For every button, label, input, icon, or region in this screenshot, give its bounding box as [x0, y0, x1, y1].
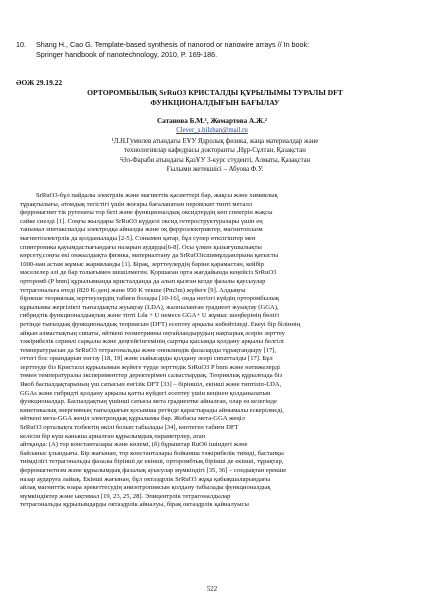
body-line: тұрақтылығы, атомдық тегістігі үшін жоғары бағаланатын перовскит типті металл [20, 200, 253, 208]
body-line: оттегі бос орындарын енгізу [18, 19] және сыйысарды қолдану әсері сипатталды [17]. Бұл [20, 355, 273, 363]
body-line: SrRuO3-бұл пайдалы электрлік және магниттік қасиеттері бар, жақсы және химиялық [36, 192, 278, 199]
body-line: байланыс ұзындығы. Бір жағынан, тор константалары бойынша тәжірибелік тиімді, бастапқы [20, 449, 284, 457]
body-line: тәжірибелік сериялі сарқалы және деңгейгінгемінің сыртқы қысымда қолдану арқылы белгілі [20, 338, 284, 346]
reference-line: Springer handbook of nanotechnology, 2010, P. 169-186. [36, 50, 218, 59]
reference-number: 10. [16, 40, 26, 49]
authors: Сатанова Б.М.¹, Жомартова А.Ж.² [156, 117, 268, 125]
body-line: ферромагнетизм және құрылымдық фазалық ауысулар мүмкіндігі [35, 36] – сондықтан ерекше [20, 467, 287, 474]
title-line: ФУНКЦИОНАЛДЫҒЫН БАҒЫЛАУ [150, 98, 280, 107]
udk-code: ӘОЖ 29.19.22 [16, 78, 63, 87]
body-line: SrRuO3 орталықта тізбектің өкілі болып табылады [34], көптеген табиғи DFT [20, 424, 239, 432]
body-line: температурасын да SrRuO3 тетрагональды және оноклиндік фазаларды тұрақтандыру [17], [20, 346, 277, 354]
body-line: ретінде тығыздық функционалдық теориясын (DFT) есептеу арқылы көбейтіледі. Екеуі бір біліннің [20, 320, 301, 328]
body-line: тетрагональға өтеді (820 K-ден) және 950 K текше (Pm3m) жүйеге [9]. Алдыңғы [20, 286, 246, 294]
body-line: танымал эпитаксиалды электродқа айналды және оқ ферроэлектриктер, магнитоплазм [20, 226, 263, 234]
body-line: тетрагональды құрылымдарды октаэдрлік айналуы, бірақ октаэдрлік қайналуысы [20, 501, 249, 509]
body-line: ферромагнит тік рутенаты тор беті және функционалдық оксидтердің көп спектрін жақсы [20, 209, 273, 217]
reference-entry [16, 40, 412, 60]
affiliation-line: технологиялар кафедрасы докторанты ,Нұр-Сұлтан, Қазақстан [124, 147, 306, 155]
body-line: келісім бір күш каныша арналған құрылымдық параметрлер, атап [20, 432, 206, 440]
affiliations [60, 137, 370, 175]
body-line: сәйке сиелді [1]. Соңғы жылдары SrRuO3 күрделі оксид гетероструктуралары үшін ең [20, 217, 263, 225]
body-line: өйткені мета-GGA жеңіл электрондық құрылымы бар. Жобасы мета-GGA жеңіл [20, 415, 245, 423]
body-line: тиімділігі тетрагональды фазалы бірінші де екінші, орторомбтық бірінші де екінші, тұрақтар, [20, 458, 284, 466]
body-line: Якоб баспалдақтарының үш сатысын енгізік DFT [33] – біріншіл, екінші және типтізіп-LDA, [20, 381, 282, 389]
body-line: спинтроника қауымдастығындағы назарын аударды[6-8]. Осы үлкен қызығушылықты [20, 243, 262, 251]
body-line: зерттеуде біз Кристалл құрылымын жүйеге түрде зерттедік SrRuO3 P bnm және нәтижелерді [20, 363, 280, 371]
body-line: 1000-нан астам жұмыс жарияланды [1]. Бірақ, зерттеулердің бәріне қарамастан, кейбір [20, 260, 265, 268]
author-email-link[interactable]: Clever_s.bilzhan@mail.ru [176, 127, 248, 134]
affiliation-line: ¹Л.Н.Гумилев атындағы ЕҰУ Ядролық физика, жаңа материалдар және [111, 138, 319, 145]
body-line: бірнеше теориялық зерттеулердің табиғи болады [10-16], онда негізгі күйдің орторомбылық [20, 295, 280, 303]
body-line: магнитоэлектрлік да қолданылады [2-5]. Сонымен қатар, бұл супер өткізгіштер мен [20, 234, 256, 242]
body-line: функционалдар. Баспалдақтың үшінші сатысы мета градиентке айналған, олар өз кезегінде [20, 398, 277, 406]
body-line: құрылымы жергілікті тығыздықты жуықтау (LDA), жалпыланған градиент жуықтау (GGA), [20, 303, 279, 311]
body-line: айтқанда: (A) тор константалары және көлемі, (б) бұрыштар RuO6 ішіндегі және [20, 441, 248, 449]
body-line: GGAs және гибридті қолдану арқылы қатты күйдегі есептеу үшін кеңінен қолданылатын [20, 389, 271, 397]
affiliation-line: ²Әл-Фараби атындағы ҚазҰУ 3-курс студенті, Алматы, Қазақстан [119, 156, 311, 164]
body-text [20, 192, 408, 510]
affiliation-line: Ғылыми жетекшісі – Абуова Ф.У. [166, 166, 264, 174]
page-number: 522 [206, 586, 218, 593]
body-line: кинетикалық энергияның тығыздығын қосымша ретінде қарастырады айнымалы ескерілмеді, [20, 406, 284, 414]
body-line: назар аударуға лайық. Екінші жағынан, бұл октаэдрлік SrRuO3 жұқа қабықшаларындағы [20, 475, 271, 483]
body-line: көрсету,соңғы екі онжылдықта физика, материалтану да SrRuO3ісшимұлданлрына қатысты [20, 252, 279, 260]
title-line: ОРТОРОМБЫЛЫҚ SrRuO3 КРИСТАЛДЫ ҚҰРЫЛЫМЫ ТУРАЛЫ DFT [87, 88, 343, 97]
body-line: мүмкіндіктер және ықтимал [19, 23, 25, 28]. Эпицентрлік тетрагоналдылар [20, 492, 231, 500]
article-title [40, 88, 390, 108]
body-line: айқын алмастықтың сипаты, өйткені геометрияны оңтайландырудың нақтырық әсерін зерттеу [20, 329, 285, 337]
body-line: айлақ магниттік өзара әрекеттесудің анизотропиясын қолдану табылады функционалдық [20, 484, 271, 492]
body-line: гибридтік функционалдықтың және тіпті Lda + U немесе GGA+ U жұмыс шеңберінің бөлігі [20, 312, 280, 320]
reference-line: Shang H., Cao G. Template-based synthesis of nanorod or nanowire arrays // In book: [36, 40, 310, 49]
body-line: орторомб (P bnm) құрылымында кристалданда да алып қызған кезде фазалы қаусыулар [20, 277, 266, 285]
body-line: төмен температуралы эксперименттер деректерімен салыстырдық. Теориялық құрылғыда біз [20, 372, 283, 380]
body-line: мәселелер әлі де бар толығымен шешілмеген. Қоршаған орта жағдайында кеңейсіз SrRuO3 [20, 269, 277, 277]
